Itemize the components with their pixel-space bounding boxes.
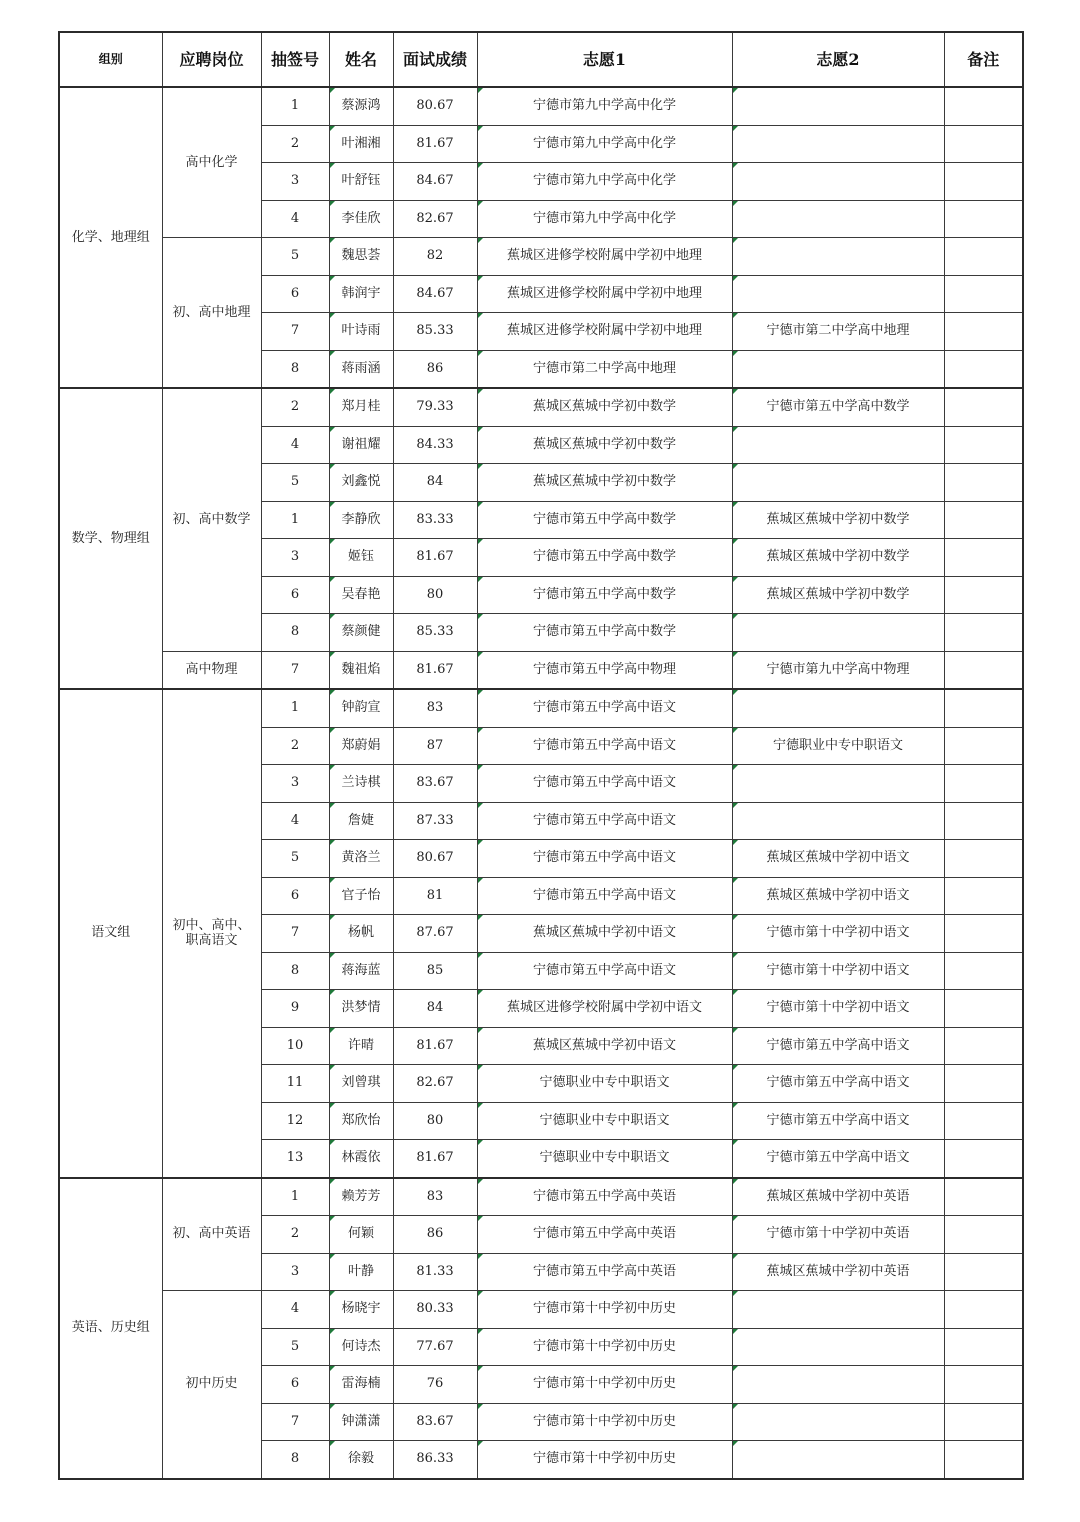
draw-number-cell: 1 — [261, 501, 329, 539]
note-cell — [944, 952, 1023, 990]
choice2-cell: 宁德市第十中学初中英语 — [732, 1216, 944, 1254]
note-cell — [944, 1328, 1023, 1366]
score-cell: 84.33 — [393, 426, 477, 464]
choice1-cell: 宁德市第十中学初中历史 — [477, 1441, 732, 1479]
draw-number-cell: 5 — [261, 238, 329, 276]
choice2-cell — [732, 350, 944, 388]
choice1-cell: 宁德职业中专中职语文 — [477, 1140, 732, 1178]
choice2-cell — [732, 689, 944, 727]
draw-number-cell: 1 — [261, 87, 329, 125]
choice1-cell: 宁德市第十中学初中历史 — [477, 1291, 732, 1329]
name-cell: 刘鑫悦 — [329, 464, 393, 502]
note-cell — [944, 614, 1023, 652]
choice2-cell — [732, 426, 944, 464]
position-cell: 初、高中地理 — [162, 238, 261, 389]
draw-number-cell: 3 — [261, 163, 329, 201]
choice1-cell: 宁德市第九中学高中化学 — [477, 163, 732, 201]
choice2-cell — [732, 802, 944, 840]
score-cell: 80 — [393, 576, 477, 614]
choice2-cell: 宁德市第十中学初中语文 — [732, 990, 944, 1028]
name-cell: 钟潇潇 — [329, 1403, 393, 1441]
draw-number-cell: 2 — [261, 1216, 329, 1254]
choice1-cell: 宁德职业中专中职语文 — [477, 1102, 732, 1140]
table-row — [59, 1291, 1023, 1329]
note-cell — [944, 388, 1023, 426]
note-cell — [944, 915, 1023, 953]
choice1-cell: 宁德市第九中学高中化学 — [477, 125, 732, 163]
note-cell — [944, 87, 1023, 125]
table-row — [59, 87, 1023, 125]
score-cell: 81.67 — [393, 651, 477, 689]
score-cell: 81.67 — [393, 125, 477, 163]
choice2-cell — [732, 1366, 944, 1404]
score-cell: 83.67 — [393, 1403, 477, 1441]
draw-number-cell: 8 — [261, 952, 329, 990]
note-cell — [944, 1178, 1023, 1216]
note-cell — [944, 1140, 1023, 1178]
draw-number-cell: 4 — [261, 200, 329, 238]
position-cell: 初中、高中、职高语文 — [162, 689, 261, 1178]
choice2-cell — [732, 614, 944, 652]
draw-number-cell: 13 — [261, 1140, 329, 1178]
position-cell: 高中化学 — [162, 87, 261, 238]
draw-number-cell: 6 — [261, 877, 329, 915]
note-cell — [944, 426, 1023, 464]
group-cell: 化学、地理组 — [59, 87, 162, 388]
header-choice2: 志愿2 — [732, 32, 944, 87]
score-cell: 80.67 — [393, 87, 477, 125]
name-cell: 叶湘湘 — [329, 125, 393, 163]
note-cell — [944, 1291, 1023, 1329]
header-score: 面试成绩 — [393, 32, 477, 87]
score-cell: 80.33 — [393, 1291, 477, 1329]
choice1-cell: 宁德市第十中学初中历史 — [477, 1328, 732, 1366]
note-cell — [944, 464, 1023, 502]
name-cell: 蔡源鸿 — [329, 87, 393, 125]
draw-number-cell: 2 — [261, 727, 329, 765]
name-cell: 叶舒钰 — [329, 163, 393, 201]
choice2-cell: 蕉城区蕉城中学初中数学 — [732, 539, 944, 577]
choice2-cell — [732, 1328, 944, 1366]
name-cell: 詹婕 — [329, 802, 393, 840]
note-cell — [944, 313, 1023, 351]
choice1-cell: 宁德市第五中学高中数学 — [477, 614, 732, 652]
score-cell: 82.67 — [393, 200, 477, 238]
name-cell: 叶静 — [329, 1253, 393, 1291]
draw-number-cell: 3 — [261, 1253, 329, 1291]
header-group: 组别 — [59, 32, 162, 87]
name-cell: 徐毅 — [329, 1441, 393, 1479]
draw-number-cell: 6 — [261, 576, 329, 614]
choice2-cell: 宁德市第二中学高中地理 — [732, 313, 944, 351]
choice2-cell: 蕉城区蕉城中学初中语文 — [732, 877, 944, 915]
choice2-cell — [732, 275, 944, 313]
score-cell: 82 — [393, 238, 477, 276]
draw-number-cell: 10 — [261, 1027, 329, 1065]
score-cell: 85.33 — [393, 313, 477, 351]
choice2-cell — [732, 125, 944, 163]
score-cell: 76 — [393, 1366, 477, 1404]
note-cell — [944, 727, 1023, 765]
score-cell: 87.33 — [393, 802, 477, 840]
score-cell: 81.67 — [393, 1027, 477, 1065]
draw-number-cell: 3 — [261, 765, 329, 803]
name-cell: 兰诗棋 — [329, 765, 393, 803]
score-cell: 87 — [393, 727, 477, 765]
table-row — [59, 238, 1023, 276]
note-cell — [944, 990, 1023, 1028]
name-cell: 郑欣怡 — [329, 1102, 393, 1140]
draw-number-cell: 9 — [261, 990, 329, 1028]
note-cell — [944, 1102, 1023, 1140]
score-cell: 81.67 — [393, 539, 477, 577]
score-cell: 84.67 — [393, 163, 477, 201]
draw-number-cell: 7 — [261, 1403, 329, 1441]
draw-number-cell: 8 — [261, 614, 329, 652]
draw-number-cell: 3 — [261, 539, 329, 577]
group-cell: 语文组 — [59, 689, 162, 1178]
score-cell: 86 — [393, 350, 477, 388]
choice1-cell: 蕉城区蕉城中学初中数学 — [477, 464, 732, 502]
note-cell — [944, 1065, 1023, 1103]
draw-number-cell: 1 — [261, 689, 329, 727]
choice2-cell — [732, 464, 944, 502]
name-cell: 洪梦情 — [329, 990, 393, 1028]
choice1-cell: 蕉城区蕉城中学初中数学 — [477, 388, 732, 426]
choice2-cell: 宁德市第十中学初中语文 — [732, 915, 944, 953]
draw-number-cell: 7 — [261, 915, 329, 953]
choice1-cell: 蕉城区进修学校附属中学初中地理 — [477, 275, 732, 313]
name-cell: 李佳欣 — [329, 200, 393, 238]
choice2-cell: 宁德市第五中学高中语文 — [732, 1102, 944, 1140]
note-cell — [944, 576, 1023, 614]
choice1-cell: 宁德市第二中学高中地理 — [477, 350, 732, 388]
choice1-cell: 宁德市第五中学高中物理 — [477, 651, 732, 689]
note-cell — [944, 877, 1023, 915]
name-cell: 郑月桂 — [329, 388, 393, 426]
choice2-cell: 蕉城区蕉城中学初中数学 — [732, 501, 944, 539]
draw-number-cell: 4 — [261, 426, 329, 464]
note-cell — [944, 689, 1023, 727]
score-cell: 83 — [393, 1178, 477, 1216]
note-cell — [944, 1253, 1023, 1291]
draw-number-cell: 1 — [261, 1178, 329, 1216]
score-cell: 83.67 — [393, 765, 477, 803]
note-cell — [944, 840, 1023, 878]
score-cell: 84 — [393, 990, 477, 1028]
draw-number-cell: 6 — [261, 1366, 329, 1404]
choice1-cell: 宁德市第五中学高中英语 — [477, 1253, 732, 1291]
draw-number-cell: 7 — [261, 313, 329, 351]
score-cell: 82.67 — [393, 1065, 477, 1103]
position-cell: 初中历史 — [162, 1291, 261, 1479]
header-draw: 抽签号 — [261, 32, 329, 87]
position-cell: 初、高中英语 — [162, 1178, 261, 1291]
note-cell — [944, 350, 1023, 388]
choice2-cell — [732, 238, 944, 276]
choice1-cell: 宁德职业中专中职语文 — [477, 1065, 732, 1103]
score-cell: 83 — [393, 689, 477, 727]
name-cell: 韩润宇 — [329, 275, 393, 313]
name-cell: 赖芳芳 — [329, 1178, 393, 1216]
name-cell: 钟韵宣 — [329, 689, 393, 727]
choice1-cell: 宁德市第五中学高中语文 — [477, 802, 732, 840]
note-cell — [944, 1403, 1023, 1441]
score-cell: 85 — [393, 952, 477, 990]
note-cell — [944, 275, 1023, 313]
choice2-cell: 蕉城区蕉城中学初中数学 — [732, 576, 944, 614]
results-table — [58, 31, 1024, 1480]
group-cell: 英语、历史组 — [59, 1178, 162, 1479]
draw-number-cell: 2 — [261, 125, 329, 163]
choice1-cell: 宁德市第五中学高中语文 — [477, 765, 732, 803]
name-cell: 许晴 — [329, 1027, 393, 1065]
note-cell — [944, 802, 1023, 840]
draw-number-cell: 8 — [261, 1441, 329, 1479]
name-cell: 魏祖焰 — [329, 651, 393, 689]
draw-number-cell: 5 — [261, 840, 329, 878]
group-cell: 数学、物理组 — [59, 388, 162, 689]
choice1-cell: 蕉城区蕉城中学初中语文 — [477, 915, 732, 953]
draw-number-cell: 6 — [261, 275, 329, 313]
choice2-cell — [732, 1291, 944, 1329]
score-cell: 83.33 — [393, 501, 477, 539]
draw-number-cell: 4 — [261, 802, 329, 840]
choice1-cell: 蕉城区进修学校附属中学初中语文 — [477, 990, 732, 1028]
header-position: 应聘岗位 — [162, 32, 261, 87]
draw-number-cell: 4 — [261, 1291, 329, 1329]
draw-number-cell: 12 — [261, 1102, 329, 1140]
score-cell: 86 — [393, 1216, 477, 1254]
choice1-cell: 宁德市第十中学初中历史 — [477, 1403, 732, 1441]
choice1-cell: 宁德市第五中学高中英语 — [477, 1178, 732, 1216]
choice2-cell: 宁德市第五中学高中语文 — [732, 1065, 944, 1103]
table-row — [59, 388, 1023, 426]
choice2-cell — [732, 87, 944, 125]
name-cell: 魏思荟 — [329, 238, 393, 276]
note-cell — [944, 163, 1023, 201]
note-cell — [944, 1027, 1023, 1065]
choice1-cell: 宁德市第九中学高中化学 — [477, 200, 732, 238]
table-body — [59, 87, 1023, 1479]
note-cell — [944, 1366, 1023, 1404]
choice1-cell: 宁德市第十中学初中历史 — [477, 1366, 732, 1404]
score-cell: 80.67 — [393, 840, 477, 878]
choice2-cell — [732, 765, 944, 803]
name-cell: 吴春艳 — [329, 576, 393, 614]
position-cell: 高中物理 — [162, 651, 261, 689]
score-cell: 79.33 — [393, 388, 477, 426]
draw-number-cell: 8 — [261, 350, 329, 388]
header-choice1: 志愿1 — [477, 32, 732, 87]
choice2-cell: 蕉城区蕉城中学初中语文 — [732, 840, 944, 878]
table-row — [59, 651, 1023, 689]
table-header — [59, 32, 1023, 87]
note-cell — [944, 1216, 1023, 1254]
choice2-cell — [732, 1403, 944, 1441]
name-cell: 姬钰 — [329, 539, 393, 577]
score-cell: 86.33 — [393, 1441, 477, 1479]
score-cell: 84 — [393, 464, 477, 502]
score-cell: 81.67 — [393, 1140, 477, 1178]
draw-number-cell: 2 — [261, 388, 329, 426]
note-cell — [944, 238, 1023, 276]
score-cell: 81.33 — [393, 1253, 477, 1291]
name-cell: 黄洛兰 — [329, 840, 393, 878]
choice1-cell: 蕉城区蕉城中学初中语文 — [477, 1027, 732, 1065]
choice1-cell: 宁德市第五中学高中数学 — [477, 539, 732, 577]
name-cell: 林霞依 — [329, 1140, 393, 1178]
draw-number-cell: 5 — [261, 1328, 329, 1366]
name-cell: 蔡颜健 — [329, 614, 393, 652]
table-row — [59, 1178, 1023, 1216]
score-cell: 80 — [393, 1102, 477, 1140]
position-cell: 初、高中数学 — [162, 388, 261, 651]
score-cell: 81 — [393, 877, 477, 915]
choice2-cell: 蕉城区蕉城中学初中英语 — [732, 1178, 944, 1216]
name-cell: 谢祖耀 — [329, 426, 393, 464]
name-cell: 何颖 — [329, 1216, 393, 1254]
name-cell: 杨帆 — [329, 915, 393, 953]
table-row — [59, 689, 1023, 727]
choice2-cell: 宁德市第五中学高中数学 — [732, 388, 944, 426]
score-cell: 85.33 — [393, 614, 477, 652]
choice1-cell: 蕉城区进修学校附属中学初中地理 — [477, 313, 732, 351]
score-cell: 87.67 — [393, 915, 477, 953]
note-cell — [944, 539, 1023, 577]
name-cell: 杨晓宇 — [329, 1291, 393, 1329]
choice2-cell: 宁德职业中专中职语文 — [732, 727, 944, 765]
note-cell — [944, 765, 1023, 803]
score-cell: 84.67 — [393, 275, 477, 313]
note-cell — [944, 200, 1023, 238]
name-cell: 官子怡 — [329, 877, 393, 915]
name-cell: 刘曾琪 — [329, 1065, 393, 1103]
draw-number-cell: 5 — [261, 464, 329, 502]
choice1-cell: 蕉城区蕉城中学初中数学 — [477, 426, 732, 464]
choice1-cell: 蕉城区进修学校附属中学初中地理 — [477, 238, 732, 276]
note-cell — [944, 1441, 1023, 1479]
choice1-cell: 宁德市第五中学高中语文 — [477, 727, 732, 765]
header-note: 备注 — [944, 32, 1023, 87]
choice1-cell: 宁德市第五中学高中语文 — [477, 840, 732, 878]
name-cell: 蒋雨涵 — [329, 350, 393, 388]
name-cell: 郑蔚娟 — [329, 727, 393, 765]
name-cell: 蒋海蓝 — [329, 952, 393, 990]
draw-number-cell: 7 — [261, 651, 329, 689]
choice2-cell — [732, 1441, 944, 1479]
choice2-cell: 宁德市第九中学高中物理 — [732, 651, 944, 689]
choice1-cell: 宁德市第五中学高中语文 — [477, 877, 732, 915]
choice2-cell: 蕉城区蕉城中学初中英语 — [732, 1253, 944, 1291]
note-cell — [944, 501, 1023, 539]
choice1-cell: 宁德市第五中学高中数学 — [477, 501, 732, 539]
name-cell: 李静欣 — [329, 501, 393, 539]
note-cell — [944, 125, 1023, 163]
choice2-cell — [732, 163, 944, 201]
name-cell: 雷海楠 — [329, 1366, 393, 1404]
draw-number-cell: 11 — [261, 1065, 329, 1103]
choice1-cell: 宁德市第五中学高中英语 — [477, 1216, 732, 1254]
choice1-cell: 宁德市第九中学高中化学 — [477, 87, 732, 125]
note-cell — [944, 651, 1023, 689]
score-cell: 77.67 — [393, 1328, 477, 1366]
header-name: 姓名 — [329, 32, 393, 87]
choice2-cell: 宁德市第五中学高中语文 — [732, 1140, 944, 1178]
name-cell: 何诗杰 — [329, 1328, 393, 1366]
choice2-cell: 宁德市第五中学高中语文 — [732, 1027, 944, 1065]
choice1-cell: 宁德市第五中学高中语文 — [477, 952, 732, 990]
choice1-cell: 宁德市第五中学高中数学 — [477, 576, 732, 614]
choice2-cell: 宁德市第十中学初中语文 — [732, 952, 944, 990]
name-cell: 叶诗雨 — [329, 313, 393, 351]
choice1-cell: 宁德市第五中学高中语文 — [477, 689, 732, 727]
choice2-cell — [732, 200, 944, 238]
